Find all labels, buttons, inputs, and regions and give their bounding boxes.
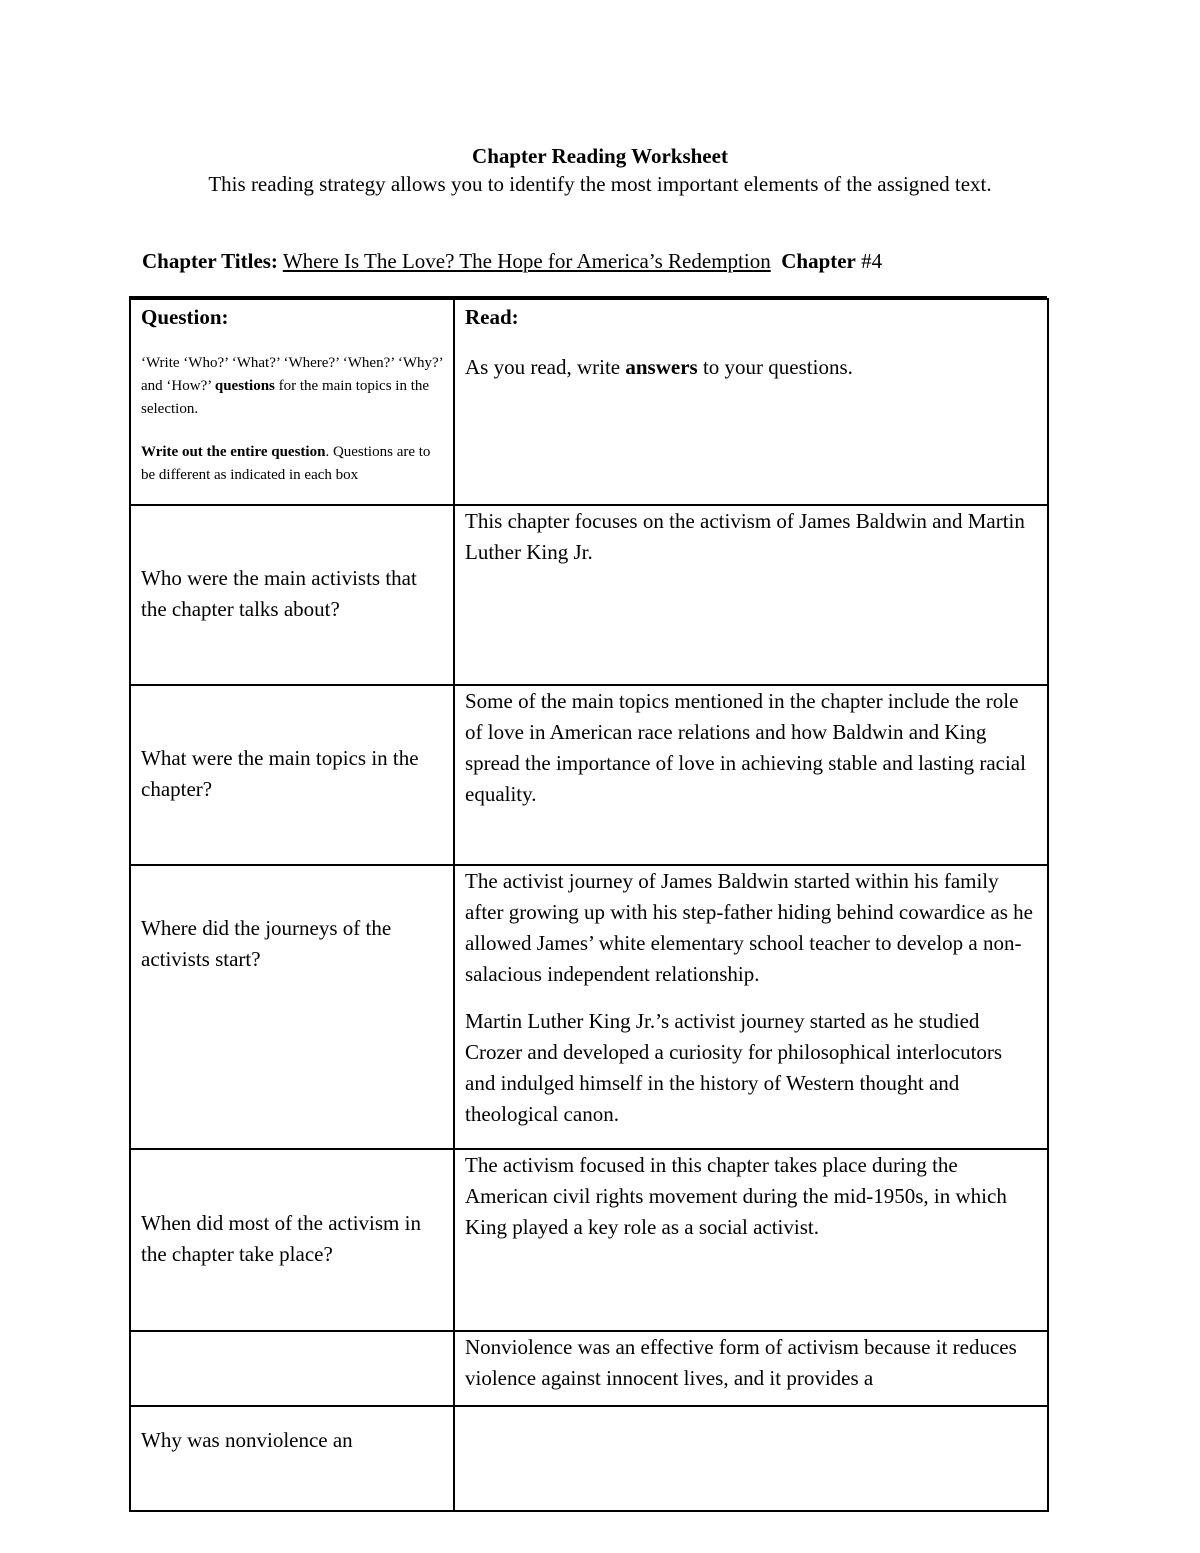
table-row <box>130 865 1048 1149</box>
question-instructions-2 <box>141 441 443 487</box>
question-header-cell <box>130 299 454 505</box>
answer-cell <box>454 1149 1048 1331</box>
answer-text: This chapter focuses on the activism of James Baldwin and Martin Luther King Jr. <box>465 509 1025 564</box>
question-instructions <box>141 352 443 421</box>
instr-text: to your questions. <box>697 355 853 379</box>
chapter-titles-value: Where Is The Love? The Hope for America’s Redemption <box>282 249 771 273</box>
answer-cell <box>454 1331 1048 1511</box>
instr-bold-text: questions <box>214 378 275 394</box>
answer-text: The activist journey of James Baldwin started within his family after growing up with his step-father hiding behind cowardice as he allowed James’ white elementary school teacher to develop a non-salacious independent relationship. <box>465 869 1033 986</box>
question-text: What were the main topics in the chapter? <box>141 746 419 801</box>
question-cell <box>130 1149 454 1331</box>
read-header: Read: <box>465 305 519 329</box>
answer-cell <box>454 685 1048 865</box>
question-text: When did most of the activism in the chapter take place? <box>141 1211 421 1266</box>
chapter-titles-label: Chapter Titles: <box>142 249 278 273</box>
instr-text: . Questions are to be different as indicated in each box <box>141 444 431 483</box>
answer-text: Nonviolence was an effective form of activism because it reduces violence against innocent lives, and it provides a <box>465 1335 1017 1390</box>
chapter-number-value: #4 <box>861 249 883 273</box>
table-row <box>130 685 1048 865</box>
instr-text: As you read, write <box>465 355 626 379</box>
table-row <box>130 1331 1048 1511</box>
instr-bold-text: Write out the entire question <box>141 444 326 460</box>
answer-cell <box>454 865 1048 1149</box>
worksheet-title: Chapter Reading Worksheet <box>472 144 728 168</box>
answer-text: The activism focused in this chapter takes place during the American civil rights movement during the mid-1950s, in which King played a key role as a social activist. <box>465 1153 1007 1239</box>
question-cell <box>130 505 454 685</box>
question-cell <box>130 1331 454 1511</box>
table-row <box>130 1149 1048 1331</box>
read-instructions <box>465 354 1037 380</box>
instr-text: for the main topics in the selection. <box>141 378 430 417</box>
question-text: Where did the journeys of the activists start? <box>141 916 392 971</box>
chapter-number-label: Chapter <box>781 249 856 273</box>
question-cell <box>130 685 454 865</box>
worksheet-table-frame <box>129 296 1047 1452</box>
worksheet-subtitle: This reading strategy allows you to identify the most important elements of the assigned text. <box>208 172 992 196</box>
instr-bold-text: answers <box>625 355 698 379</box>
question-text: Why was nonviolence an <box>141 1427 353 1452</box>
question-header: Question: <box>141 305 229 329</box>
read-header-cell <box>454 299 1048 505</box>
table-row <box>130 505 1048 685</box>
question-cell <box>130 865 454 1149</box>
worksheet-table <box>129 298 1049 1512</box>
table-header-row <box>130 299 1048 505</box>
answer-text: Some of the main topics mentioned in the chapter include the role of love in American race relations and how Baldwin and King spread the importance of love in achieving stable and lasting racial equality. <box>465 689 1026 806</box>
chapter-titles-line <box>142 248 882 274</box>
question-text: Who were the main activists that the chapter talks about? <box>141 566 417 621</box>
answer-text: Martin Luther King Jr.’s activist journey started as he studied Crozer and developed a curiosity for philosophical interlocutors and indulged himself in the history of Western thought and theological canon. <box>465 1009 1003 1126</box>
instr-text: ‘Write ‘Who?’ ‘What?’ ‘Where?’ ‘When?’ ‘Why?’ and ‘How?’ <box>141 355 443 394</box>
answer-cell <box>454 505 1048 685</box>
